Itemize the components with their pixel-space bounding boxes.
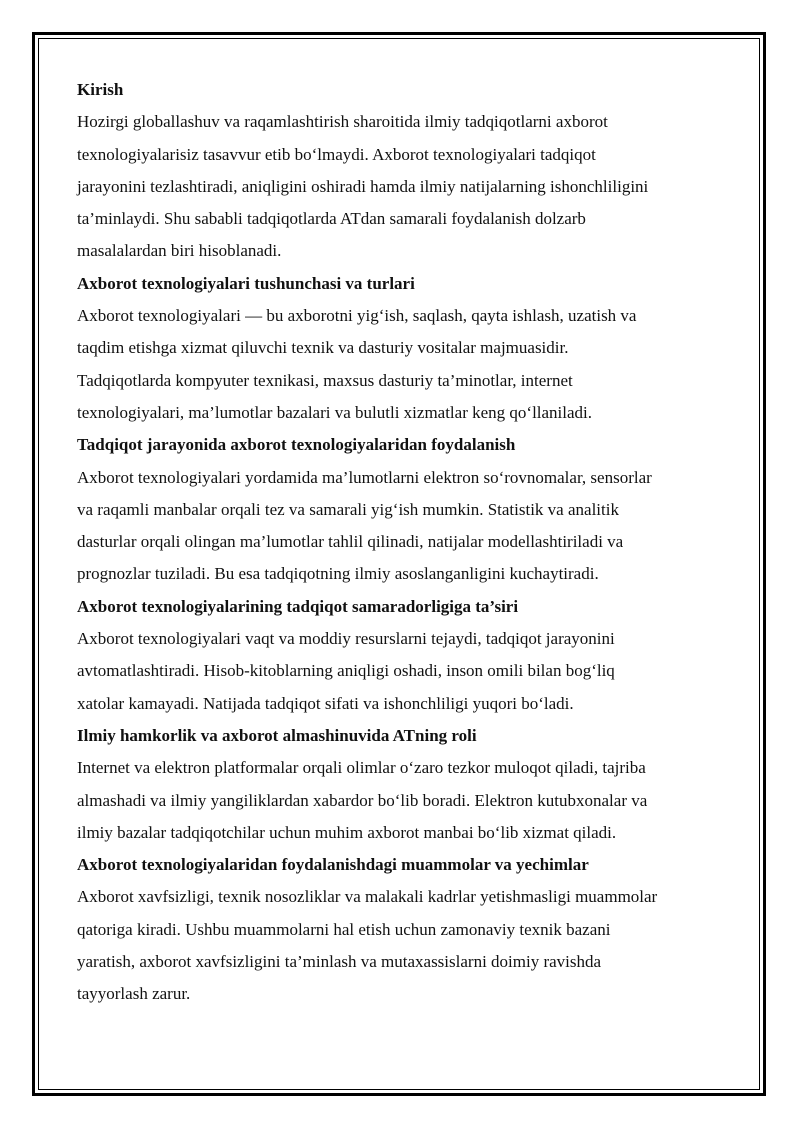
text-line: avtomatlashtiradi. Hisob-kitoblarning aniqligi oshadi, inson omili bilan bog‘liq [77, 661, 615, 681]
text-line: almashadi va ilmiy yangiliklardan xabardor bo‘lib boradi. Elektron kutubxonalar va [77, 790, 648, 810]
section-paragraph [77, 106, 725, 267]
section-it-research-efficiency [77, 591, 725, 720]
text-line: Axborot texnologiyalari — bu axborotni yig‘ish, saqlash, qayta ishlash, uzatish va [77, 306, 637, 326]
text-line: texnologiyalari, ma’lumotlar bazalari va bulutli xizmatlar keng qo‘llaniladi. [77, 402, 593, 422]
text-line: qatoriga kiradi. Ushbu muammolarni hal etish uchun zamonaviy texnik bazani [77, 919, 611, 939]
text-line: prognozlar tuziladi. Bu esa tadqiqotning ilmiy asoslanganligini kuchaytiradi. [77, 564, 599, 584]
section-paragraph [77, 300, 725, 429]
text-line: jarayonini tezlashtiradi, aniqligini oshiradi hamda ilmiy natijalarning ishonchliligini [77, 176, 649, 196]
section-paragraph [77, 881, 725, 1010]
text-line: texnologiyalarisiz tasavvur etib bo‘lmaydi. Axborot texnologiyalari tadqiqot [77, 144, 596, 164]
text-line: taqdim etishga xizmat qiluvchi texnik va dasturiy vositalar majmuasidir. [77, 338, 569, 358]
section-it-concept-and-types [77, 268, 725, 429]
section-heading: Tadqiqot jarayonida axborot texnologiyalaridan foydalanish [77, 435, 516, 455]
text-line: xatolar kamayadi. Natijada tadqiqot sifati va ishonchliligi yuqori bo‘ladi. [77, 693, 574, 713]
text-line: tayyorlash zarur. [77, 984, 191, 1004]
section-heading: Kirish [77, 80, 124, 99]
section-problems-and-solutions [77, 849, 725, 1010]
section-paragraph [77, 623, 725, 720]
section-paragraph [77, 462, 725, 591]
section-heading: Axborot texnologiyalari tushunchasi va turlari [77, 273, 415, 293]
text-line: Hozirgi globallashuv va raqamlashtirish sharoitida ilmiy tadqiqotlarni axborot [77, 112, 608, 132]
text-line: dasturlar orqali olingan ma’lumotlar tahlil qilinadi, natijalar modellashtiriladi va [77, 532, 624, 552]
section-heading: Ilmiy hamkorlik va axborot almashinuvida ATning roli [77, 725, 477, 745]
text-line: Axborot xavfsizligi, texnik nosozliklar va malakali kadrlar yetishmasligi muammolar [77, 887, 658, 907]
section-paragraph [77, 752, 725, 849]
section-scientific-collaboration [77, 720, 725, 849]
document-body [77, 74, 725, 1011]
text-line: yaratish, axborot xavfsizligini ta’minlash va mutaxassislarni doimiy ravishda [77, 952, 602, 972]
text-line: Internet va elektron platformalar orqali olimlar o‘zaro tezkor muloqot qiladi, tajriba [77, 758, 646, 778]
text-line: va raqamli manbalar orqali tez va samarali yig‘ish mumkin. Statistik va analitik [77, 499, 619, 519]
text-line: Tadqiqotlarda kompyuter texnikasi, maxsus dasturiy ta’minotlar, internet [77, 370, 573, 390]
text-line: ta’minlaydi. Shu sababli tadqiqotlarda ATdan samarali foydalanish dolzarb [77, 209, 586, 229]
section-introduction [77, 74, 725, 268]
text-line: Axborot texnologiyalari vaqt va moddiy resurslarni tejaydi, tadqiqot jarayonini [77, 629, 615, 649]
section-heading: Axborot texnologiyalaridan foydalanishdagi muammolar va yechimlar [77, 855, 589, 875]
text-line: ilmiy bazalar tadqiqotchilar uchun muhim axborot manbai bo‘lib xizmat qiladi. [77, 822, 617, 842]
section-heading: Axborot texnologiyalarining tadqiqot samaradorligiga ta’siri [77, 596, 519, 616]
section-it-in-research-process [77, 429, 725, 590]
text-line: Axborot texnologiyalari yordamida ma’lumotlarni elektron so‘rovnomalar, sensorlar [77, 467, 652, 487]
text-line: masalalardan biri hisoblanadi. [77, 241, 282, 261]
